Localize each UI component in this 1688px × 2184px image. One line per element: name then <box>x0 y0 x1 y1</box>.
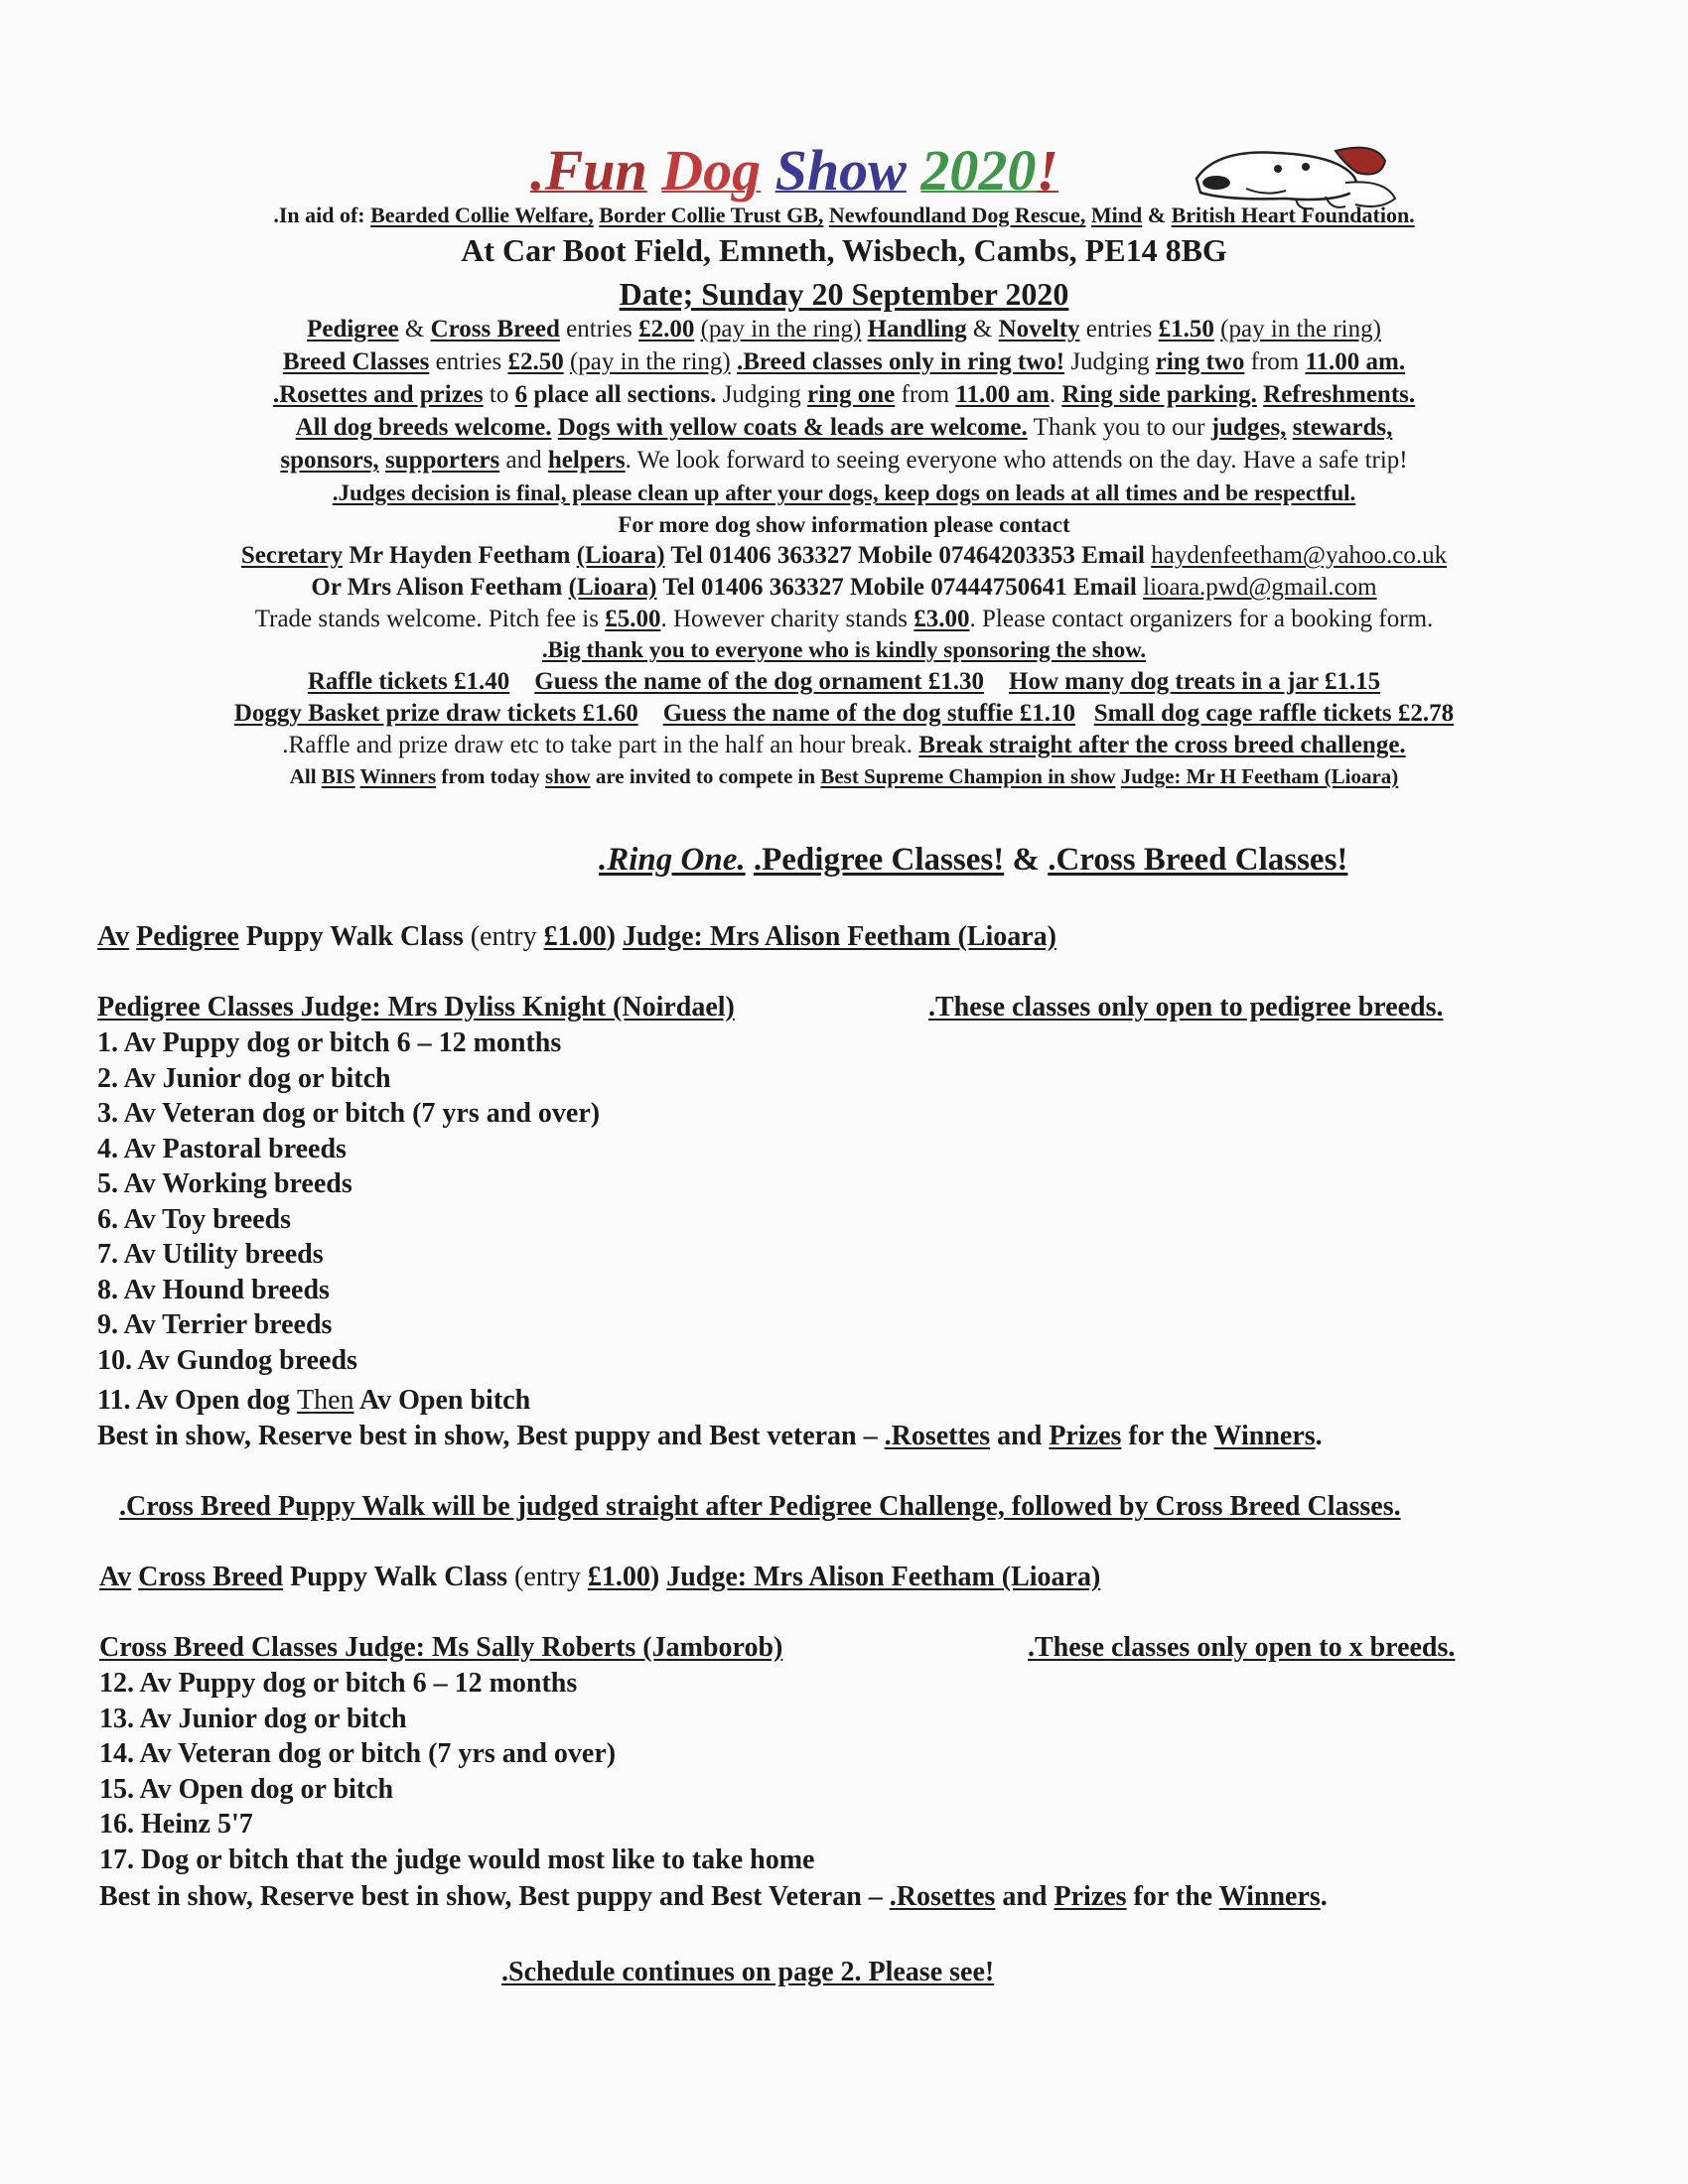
entries1-i: Novelty <box>998 316 1080 342</box>
contact2-a: Or Mrs Alison Feetham <box>311 574 563 601</box>
pedigree-puppy-walk-line <box>97 921 1056 953</box>
pedigree-class-8: 8. Av Hound breeds <box>97 1274 330 1305</box>
entries-line-3 <box>0 381 1688 409</box>
entries3-g: from <box>901 381 950 408</box>
ppw-d: (entry <box>470 921 537 952</box>
entries3-c: 6 <box>514 381 528 408</box>
contact1-a: Secretary <box>240 542 344 569</box>
cross-class-2: 13. Av Junior dog or bitch <box>99 1703 407 1734</box>
cross-class-4: 15. Av Open dog or bitch <box>99 1773 394 1805</box>
welcome1-c: Thank you to our <box>1033 414 1205 441</box>
pedigree-class-2: 2. Av Junior dog or bitch <box>97 1062 391 1094</box>
contact2-b: (Lioara) <box>568 574 657 601</box>
cross-class-3: 14. Av Veteran dog or bitch (7 yrs and over) <box>99 1738 617 1769</box>
bis-e: show <box>545 764 591 788</box>
contact2-c: Tel 01406 363327 Mobile 07444750641 Email <box>662 574 1137 601</box>
pedigree-class-3: 3. Av Veteran dog or bitch (7 yrs and over) <box>97 1098 601 1129</box>
entries1-g: Handling <box>867 316 967 342</box>
contact-line-1 <box>0 542 1688 570</box>
charity-mind: Mind <box>1090 203 1143 227</box>
entries3-b: to <box>489 381 509 408</box>
cross-best-g: . <box>1320 1881 1328 1912</box>
cpw-d: (entry <box>514 1562 581 1592</box>
pedigree-best-line <box>97 1421 1323 1452</box>
entries1-b: & <box>404 316 425 342</box>
ppw-g: Judge: Mrs Alison Feetham (Lioara) <box>622 921 1056 952</box>
entries2-b: entries <box>435 348 502 375</box>
charity-border-collie: Border Collie Trust GB, <box>599 203 824 227</box>
break-a: .Raffle and prize draw etc to take part in the half an hour break. <box>282 732 913 758</box>
ppw-a: Av <box>97 921 130 952</box>
ped-best-b: .Rosettes <box>884 1421 991 1451</box>
trade-d: £3.00 <box>914 606 970 632</box>
ring-one-pedigree: .Pedigree Classes! <box>753 842 1005 878</box>
ppw-f: ) <box>606 921 616 952</box>
title-dog: Dog <box>661 138 762 203</box>
welcome2-e: . We look forward to seeing everyone who attends on the day. Have a safe trip! <box>625 447 1408 474</box>
pedigree-class-6: 6. Av Toy breeds <box>97 1203 292 1235</box>
pedigree-class-11 <box>97 1385 530 1417</box>
entries3-i: . <box>1049 381 1056 408</box>
ped11-c: Av Open bitch <box>358 1385 531 1416</box>
entries1-k: £1.50 <box>1158 316 1214 342</box>
entries2-i: 11.00 am. <box>1305 348 1406 375</box>
ped-best-e: for the <box>1128 1421 1207 1451</box>
charity-newfoundland: Newfoundland Dog Rescue, <box>828 203 1086 227</box>
raffle2-a: Doggy Basket prize draw tickets £1.60 <box>233 700 638 727</box>
break-b: Break straight after the cross breed challenge. <box>918 732 1406 758</box>
entries2-g: ring two <box>1155 348 1245 375</box>
cross-best-d: Prizes <box>1054 1881 1127 1912</box>
welcome1-d: judges, <box>1210 414 1287 441</box>
raffle1-b: Guess the name of the dog ornament £1.30 <box>534 668 985 695</box>
bis-g: Best Supreme Champion in show <box>820 764 1116 788</box>
judges-final-line: .Judges decision is final, please clean up after your dogs, keep dogs on leads at all times and be respectful. <box>332 480 1356 505</box>
welcome2-a: sponsors, <box>280 447 379 474</box>
title-bang: ! <box>1036 138 1058 203</box>
cross-best-line <box>99 1881 1328 1913</box>
ppw-e: £1.00 <box>543 921 607 952</box>
title-fun: Fun <box>544 138 647 203</box>
contact1-c: (Lioara) <box>576 542 665 569</box>
cpw-g: Judge: Mrs Alison Feetham (Lioara) <box>666 1562 1101 1592</box>
trade-a: Trade stands welcome. Pitch fee is <box>254 606 599 632</box>
entries1-e: £2.00 <box>638 316 695 342</box>
cross-best-c: and <box>1002 1881 1048 1912</box>
cross-breed-notice: .Cross Breed Puppy Walk will be judged straight after Pedigree Challenge, followed by Cross Breed Classes. <box>119 1491 1401 1522</box>
entries3-f: ring one <box>807 381 896 408</box>
in-aid-line <box>0 203 1688 228</box>
charity-bhf: British Heart Foundation. <box>1171 203 1415 227</box>
entries3-h: 11.00 am <box>955 381 1050 408</box>
entries1-c: Cross Breed <box>430 316 560 342</box>
title-show: Show <box>774 138 907 203</box>
cross-best-b: .Rosettes <box>889 1881 996 1912</box>
bis-f: are invited to compete in <box>595 764 816 788</box>
bis-line <box>0 764 1688 789</box>
entries1-d: entries <box>566 316 633 342</box>
entries2-c: £2.50 <box>507 348 564 375</box>
raffle1-c: How many dog treats in a jar £1.15 <box>1009 668 1381 695</box>
in-aid-prefix: .In aid of: <box>273 203 365 227</box>
raffle1-a: Raffle tickets £1.40 <box>307 668 510 695</box>
contact-line-2 <box>0 574 1688 602</box>
ped-best-f: Winners <box>1213 1421 1316 1451</box>
entries1-l: (pay in the ring) <box>1220 316 1381 342</box>
entries-line-2 <box>0 348 1688 376</box>
thanks-line: .Big thank you to everyone who is kindly sponsoring the show. <box>541 637 1147 662</box>
cross-header-b: Judge: Ms Sally Roberts (Jamborob) <box>345 1632 783 1663</box>
pedigree-class-4: 4. Av Pastoral breeds <box>97 1133 347 1164</box>
cross-class-6: 17. Dog or bitch that the judge would most like to take home <box>99 1843 815 1875</box>
ped11-b: Then <box>296 1385 354 1416</box>
entries3-a: .Rosettes and prizes <box>272 381 484 408</box>
venue-line: At Car Boot Field, Emneth, Wisbech, Cambs, PE14 8BG <box>461 232 1227 268</box>
cross-best-f: Winners <box>1218 1881 1321 1912</box>
continues-line: .Schedule continues on page 2. Please see! <box>501 1957 995 1987</box>
cpw-f: ) <box>649 1562 660 1592</box>
break-line <box>0 732 1688 759</box>
title-year: 2020 <box>920 138 1037 203</box>
raffle-line-1 <box>0 668 1688 696</box>
trade-line <box>0 606 1688 633</box>
pedigree-class-10: 10. Av Gundog breeds <box>97 1344 357 1376</box>
cross-best-a: Best in show, Reserve best in show, Best puppy and Best Veteran – <box>99 1881 883 1912</box>
ped-best-g: . <box>1315 1421 1323 1451</box>
raffle2-c: Small dog cage raffle tickets £2.78 <box>1093 700 1455 727</box>
ring-one-amp: & <box>1012 842 1040 878</box>
cross-best-e: for the <box>1133 1881 1213 1912</box>
ped-best-c: and <box>997 1421 1043 1451</box>
entries2-e: .Breed classes only in ring two! <box>736 348 1065 375</box>
entries3-j: Ring side parking. <box>1061 381 1257 408</box>
ring-one-heading <box>599 842 1347 879</box>
entries2-a: Breed Classes <box>282 348 430 375</box>
cpw-a: Av <box>99 1562 132 1592</box>
date-line: Date; Sunday 20 September 2020 <box>619 276 1069 312</box>
cpw-e: £1.00 <box>587 1562 650 1592</box>
welcome-line-2 <box>0 447 1688 475</box>
cross-open-note: .These classes only open to x breeds. <box>1028 1632 1456 1663</box>
entries2-d: (pay in the ring) <box>569 348 731 375</box>
ped-header-b: Judge: Mrs Dyliss Knight (Noirdael) <box>300 992 735 1023</box>
bis-a: All <box>289 764 317 788</box>
entries2-h: from <box>1250 348 1300 375</box>
entries-line-1 <box>0 316 1688 343</box>
welcome2-d: helpers <box>547 447 626 474</box>
trade-b: £5.00 <box>605 606 661 632</box>
ped-best-a: Best in show, Reserve best in show, Best puppy and Best veteran – <box>97 1421 878 1451</box>
more-info-line: For more dog show information please contact <box>618 512 1070 537</box>
cross-puppy-walk-line <box>99 1562 1100 1593</box>
welcome1-a: All dog breeds welcome. <box>295 414 552 441</box>
bis-c: Winners <box>359 764 437 788</box>
entries1-a: Pedigree <box>307 316 399 342</box>
welcome1-e: stewards, <box>1292 414 1393 441</box>
entries1-f: (pay in the ring) <box>700 316 862 342</box>
welcome2-c: and <box>505 447 542 474</box>
ring-one-label: .Ring One. <box>599 842 746 878</box>
entries3-k: Refreshments. <box>1263 381 1416 408</box>
ring-one-cross: .Cross Breed Classes! <box>1048 842 1348 878</box>
alison-email-link[interactable]: lioara.pwd@gmail.com <box>1143 574 1377 601</box>
in-aid-amp: & <box>1147 203 1167 227</box>
charity-bearded-collie: Bearded Collie Welfare, <box>370 203 594 227</box>
pedigree-open-note: .These classes only open to pedigree breeds. <box>928 992 1444 1023</box>
ped-header-a: Pedigree Classes <box>97 992 294 1023</box>
title-dot: . <box>530 138 545 203</box>
pedigree-class-5: 5. Av Working breeds <box>97 1168 352 1199</box>
pedigree-class-1: 1. Av Puppy dog or bitch 6 – 12 months <box>97 1027 562 1058</box>
contact1-b: Mr Hayden Feetham <box>349 542 571 569</box>
trade-c: . However charity stands <box>660 606 909 632</box>
entries2-f: Judging <box>1070 348 1150 375</box>
entries1-h: & <box>972 316 993 342</box>
cross-class-5: 16. Heinz 5'7 <box>99 1809 253 1840</box>
welcome-line-1 <box>0 414 1688 442</box>
trade-e: . Please contact organizers for a booking form. <box>969 606 1434 632</box>
entries3-e: Judging <box>722 381 801 408</box>
pedigree-classes-header <box>97 992 735 1024</box>
cross-class-1: 12. Av Puppy dog or bitch 6 – 12 months <box>99 1668 578 1699</box>
bis-d: from today <box>441 764 540 788</box>
raffle2-b: Guess the name of the dog stuffie £1.10 <box>662 700 1075 727</box>
contact1-d: Tel 01406 363327 Mobile 07464203353 Email <box>670 542 1145 569</box>
ped11-a: 11. Av Open dog <box>97 1385 290 1416</box>
secretary-email-link[interactable]: haydenfeetham@yahoo.co.uk <box>1151 542 1448 569</box>
raffle-line-2 <box>0 700 1688 728</box>
pedigree-class-7: 7. Av Utility breeds <box>97 1239 324 1270</box>
ped-best-d: Prizes <box>1049 1421 1122 1451</box>
cpw-c: Puppy Walk Class <box>290 1562 508 1592</box>
cross-header-a: Cross Breed Classes <box>99 1632 339 1663</box>
welcome1-b: Dogs with yellow coats & leads are welcome. <box>557 414 1028 441</box>
entries1-j: entries <box>1085 316 1153 342</box>
bis-h: Judge: Mr H Feetham (Lioara) <box>1120 764 1399 788</box>
pedigree-class-9: 9. Av Terrier breeds <box>97 1309 333 1340</box>
entries3-d: place all sections. <box>533 381 717 408</box>
cpw-b: Cross Breed <box>138 1562 284 1592</box>
bis-b: BIS <box>321 764 355 788</box>
cross-classes-header <box>99 1632 782 1664</box>
welcome2-b: supporters <box>384 447 500 474</box>
ppw-c: Puppy Walk Class <box>245 921 464 952</box>
ppw-b: Pedigree <box>136 921 239 952</box>
